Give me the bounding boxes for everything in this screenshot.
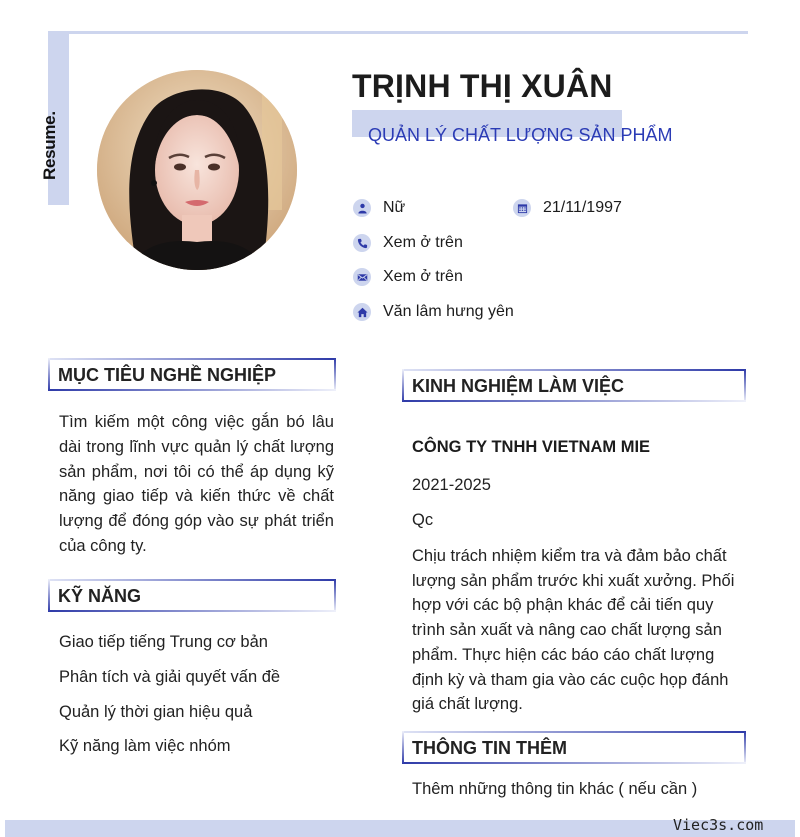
resume-label: Resume. — [40, 111, 59, 180]
experience-heading: KINH NGHIỆM LÀM VIỆC — [412, 376, 625, 396]
experience-company: CÔNG TY TNHH VIETNAM MIE — [412, 438, 651, 456]
section-header-skills — [48, 579, 336, 612]
job-title: QUẢN LÝ CHẤT LƯỢNG SẢN PHẨM — [368, 125, 673, 145]
avatar — [97, 70, 297, 270]
section-header-additional — [402, 731, 746, 764]
experience-role: Qc — [412, 511, 434, 529]
contact-email — [353, 267, 463, 287]
watermark: Viec3s.com — [673, 816, 764, 834]
experience-period: 2021-2025 — [412, 476, 491, 494]
skill-item: Phân tích và giải quyết vấn đề — [59, 668, 281, 686]
phone-icon — [353, 234, 371, 252]
skill-item: Giao tiếp tiếng Trung cơ bản — [59, 633, 268, 651]
mail-icon — [353, 268, 371, 286]
additional-heading: THÔNG TIN THÊM — [412, 738, 567, 758]
address-value: Văn lâm hưng yên — [383, 303, 514, 320]
additional-text: Thêm những thông tin khác ( nếu cần ) — [412, 780, 698, 798]
experience-description: Chịu trách nhiệm kiểm tra và đảm bảo chất lượng sản phẩm trước khi xuất xưởng. Phối hợp với các bộ phận khác để cải tiến quy trình sản xuất và nâng cao chất lượng sản phẩm. Thực hiện các báo cáo chất lượng định kỳ và tham gia vào các cuộc họp đánh giá chất lượng. — [412, 547, 735, 714]
skill-item: Quản lý thời gian hiệu quả — [59, 703, 253, 721]
objective-text: Tìm kiếm một công việc gắn bó lâu dài trong lĩnh vực quản lý chất lượng sản phẩm, nơi tôi có thể áp dụng kỹ năng giao tiếp và kiến thức về chất lượng để đóng góp vào sự phát triển của công ty. — [59, 413, 334, 555]
contact-gender — [353, 198, 405, 218]
home-icon — [353, 303, 371, 321]
skills-heading: KỸ NĂNG — [58, 586, 142, 606]
top-decor-line — [48, 31, 748, 34]
gender-value: Nữ — [383, 199, 406, 216]
email-value: Xem ở trên — [383, 268, 463, 285]
objective-heading: MỤC TIÊU NGHỀ NGHIỆP — [58, 365, 277, 385]
phone-value: Xem ở trên — [383, 234, 463, 251]
portrait-photo — [97, 70, 297, 270]
person-icon — [353, 199, 371, 217]
section-header-objective — [48, 358, 336, 391]
candidate-name: TRỊNH THỊ XUÂN — [352, 68, 613, 104]
birthday-value: 21/11/1997 — [543, 199, 622, 216]
contact-birthday — [513, 198, 622, 218]
contact-address — [353, 302, 514, 322]
calendar-icon — [513, 199, 531, 217]
section-header-experience — [402, 369, 746, 402]
contact-phone — [353, 233, 463, 253]
skill-item: Kỹ năng làm việc nhóm — [59, 737, 231, 755]
